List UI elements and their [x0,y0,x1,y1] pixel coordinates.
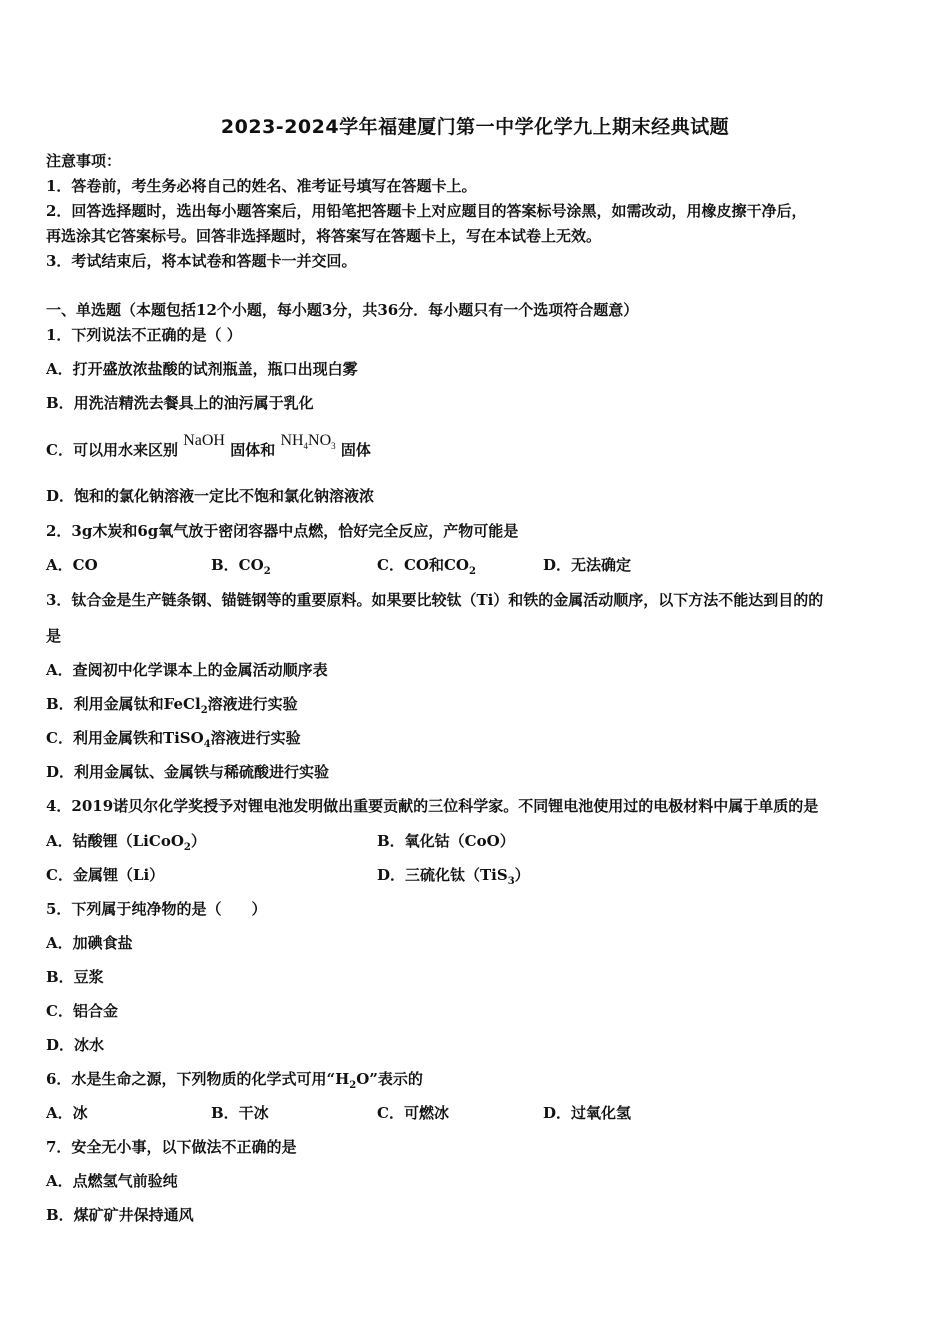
q4-option-b: B．氧化钴（CoO） [377,832,515,850]
q2-option-b: B．$CO_2$ [211,556,271,577]
q2-stem: 2．3g木炭和6g氧气放于密闭容器中点燃，恰好完全反应，产物可能是 [46,522,519,540]
q1-option-c-pre: C．可以用水来区别 [46,441,178,459]
q1-option-c-post: 固体 [340,441,371,459]
q3-stem-line2: 是 [46,627,62,645]
q1-option-d: D．饱和的氯化钠溶液一定比不饱和氯化钠溶液浓 [46,487,375,505]
nh4no3-formula: $NH_4NO_3$ [280,432,336,452]
page-title: 2023-2024学年福建厦门第一中学化学九上期末经典试题 [220,116,730,138]
naoh-formula: NaOH [183,432,225,449]
q4-stem: 4．2019诺贝尔化学奖授予对锂电池发明做出重要贡献的三位科学家。不同锂电池使用过的电极材料中属于单质的是 [46,797,819,815]
q6-option-d: D．过氧化氢 [543,1104,632,1122]
q5-option-d: D．冰水 [46,1036,105,1054]
notice-heading: 注意事项： [46,152,122,170]
q5-stem: 5．下列属于纯净物的是（ ） [46,900,267,918]
q1-option-a: A．打开盛放浓盐酸的试剂瓶盖，瓶口出现白雾 [46,360,358,378]
q4-option-d: D．三硫化钛（TiS$_3$） [377,866,530,887]
q2-option-c: C．CO和$CO_2$ [377,556,476,577]
q4-option-c: C．金属锂（Li） [46,866,165,884]
q1-option-c [46,432,371,466]
q6-option-c: C．可燃冰 [377,1104,449,1122]
q3-option-c: C．利用金属铁和TiSO$_4$溶液进行实验 [46,729,301,750]
q6-stem: 6．水是生命之源，下列物质的化学式可用“$H_2O$”表示的 [46,1070,423,1091]
q1-option-c-mid: 固体和 [230,441,276,459]
notice-item-2a: 2．回答选择题时，选出每小题答案后，用铅笔把答题卡上对应题目的答案标号涂黑，如需改动，用橡皮擦干净后， [46,202,807,220]
q1-stem: 1．下列说法不正确的是（ ） [46,326,242,344]
q5-option-b: B．豆浆 [46,968,104,986]
q2-option-a: A．CO [46,556,98,574]
q3-option-b: B．利用金属钛和FeCl$_2$溶液进行实验 [46,695,298,716]
q7-option-b: B．煤矿矿井保持通风 [46,1206,194,1224]
section-heading: 一、单选题（本题包括12个小题，每小题3分，共36分．每小题只有一个选项符合题意） [46,301,639,319]
q1-option-b: B．用洗洁精洗去餐具上的油污属于乳化 [46,394,314,412]
q3-option-d: D．利用金属钛、金属铁与稀硫酸进行实验 [46,763,330,781]
q7-stem: 7．安全无小事，以下做法不正确的是 [46,1138,297,1156]
q5-option-c: C．铝合金 [46,1002,118,1020]
q4-option-a: A．钴酸锂（LiCoO$_2$） [46,832,206,853]
q5-option-a: A．加碘食盐 [46,934,133,952]
q7-option-a: A．点燃氢气前验纯 [46,1172,178,1190]
q6-option-a: A．冰 [46,1104,88,1122]
notice-item-1: 1．答卷前，考生务必将自己的姓名、准考证号填写在答题卡上。 [46,177,477,195]
q6-option-b: B．干冰 [211,1104,269,1122]
q3-stem-line1: 3．钛合金是生产链条钢、锚链钢等的重要原料。如果要比较钛（Ti）和铁的金属活动顺序，以下方法不能达到目的的 [46,591,824,609]
q3-option-a: A．查阅初中化学课本上的金属活动顺序表 [46,661,328,679]
q2-option-d: D．无法确定 [543,556,632,574]
notice-item-3: 3．考试结束后，将本试卷和答题卡一并交回。 [46,252,357,270]
notice-item-2b: 再选涂其它答案标号。回答非选择题时，将答案写在答题卡上，写在本试卷上无效。 [46,227,602,245]
